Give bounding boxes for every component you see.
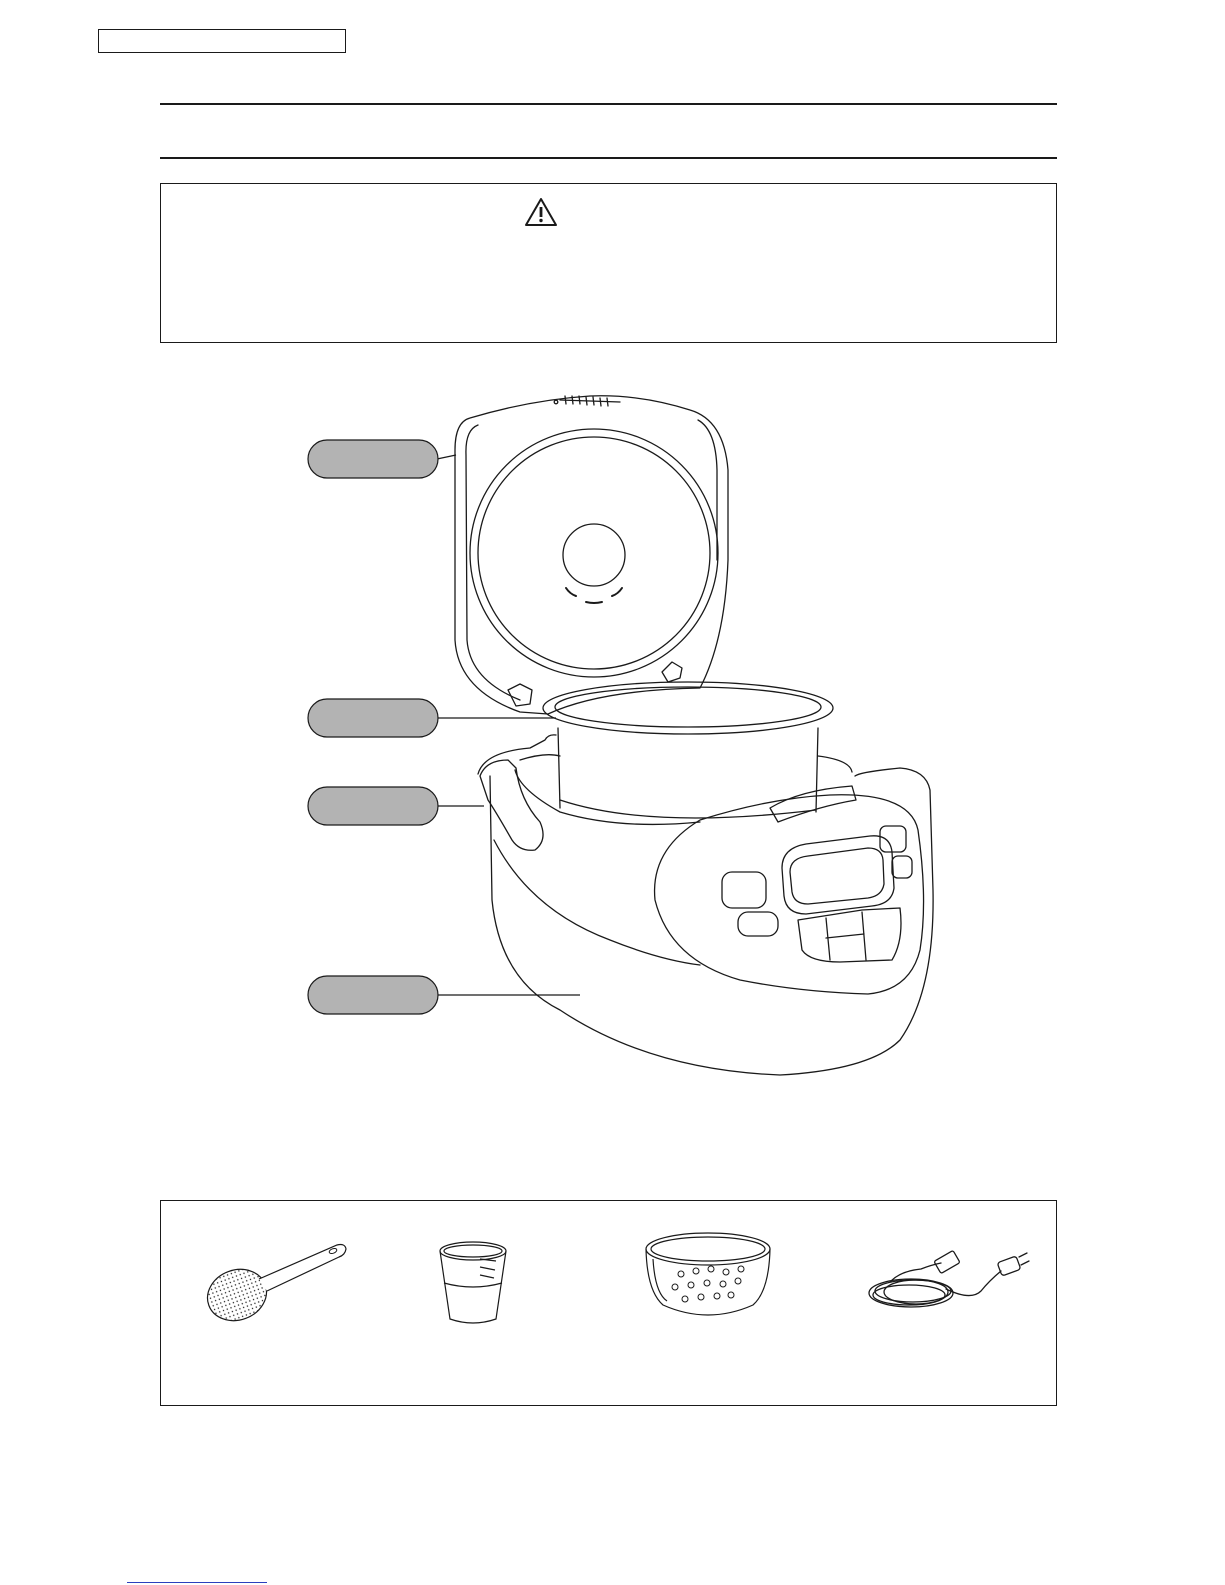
power-cord-icon [861, 1241, 1036, 1321]
accessories-box [160, 1200, 1057, 1406]
callout-main-body [308, 976, 438, 1014]
handle [480, 760, 543, 850]
model-number-box [98, 29, 346, 53]
outer-lid [455, 396, 728, 714]
steam-basket-icon [641, 1229, 776, 1329]
footer-link[interactable] [127, 1582, 267, 1583]
section-rule-bottom [160, 157, 1057, 159]
section-rule-top [160, 103, 1057, 105]
callout-outer-lid [308, 440, 438, 478]
warning-icon [524, 197, 558, 227]
measuring-cup-icon [436, 1239, 511, 1329]
rice-scoop-icon [201, 1239, 351, 1329]
inner-pan [543, 682, 833, 734]
callout-handle [308, 787, 438, 825]
rice-cooker-diagram [300, 385, 950, 1095]
callout-inner-pan [308, 699, 438, 737]
main-body [490, 768, 933, 1075]
caution-box [160, 183, 1057, 343]
